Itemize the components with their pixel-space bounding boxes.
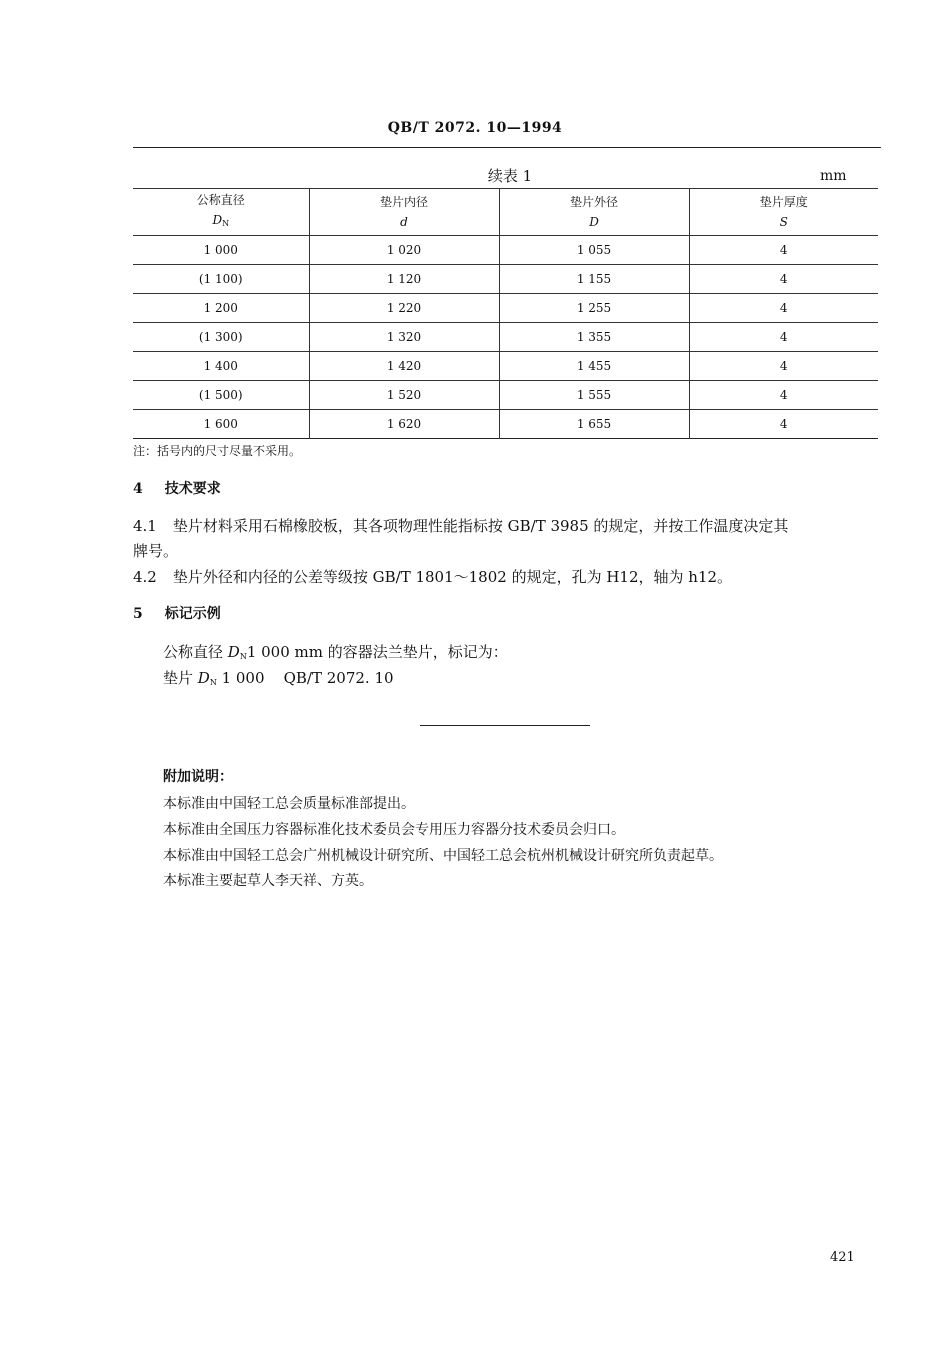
table-cell: 1 420 <box>309 352 499 381</box>
table-cell: 1 455 <box>499 352 689 381</box>
table-cell: 1 020 <box>309 236 499 265</box>
table-row <box>133 236 878 265</box>
end-rule <box>420 725 590 726</box>
marking-text: 1 000 QB/T 2072. 10 <box>216 669 394 687</box>
table-cell: 1 155 <box>499 265 689 294</box>
column-header <box>133 189 309 236</box>
table-cell: 1 520 <box>309 381 499 410</box>
table-row <box>133 323 878 352</box>
clause-text: 垫片材料采用石棉橡胶板，其各项物理性能指标按 GB/T 3985 的规定，并按工作温度决定其 <box>172 517 789 535</box>
additional-note-line: 本标准由中国轻工总会广州机械设计研究所、中国轻工总会杭州机械设计研究所负责起草。 <box>163 848 723 864</box>
table-row <box>133 381 878 410</box>
column-name: 公称直径 <box>196 193 245 207</box>
table-cell: 4 <box>689 265 878 294</box>
table-cell: 1 555 <box>499 381 689 410</box>
table-cell: 1 055 <box>499 236 689 265</box>
marking-text: 1 000 mm 的容器法兰垫片，标记为： <box>246 643 508 661</box>
table-unit: mm <box>820 168 847 184</box>
column-name: 垫片外径 <box>569 195 618 209</box>
table-cell: 1 655 <box>499 410 689 439</box>
marking-example-line-1 <box>163 641 508 662</box>
section-number: 4 <box>133 481 143 497</box>
clause-number: 4.2 <box>133 568 157 586</box>
additional-notes-title: 附加说明： <box>163 769 233 785</box>
table-cell: 4 <box>689 294 878 323</box>
table-cell: (1 500) <box>133 381 309 410</box>
header-rule <box>133 147 881 148</box>
table-cell: 1 620 <box>309 410 499 439</box>
additional-note-line: 本标准主要起草人李天祥、方英。 <box>163 873 373 889</box>
table-cell: 4 <box>689 323 878 352</box>
clause-number: 4.1 <box>133 517 157 535</box>
table-cell: (1 300) <box>133 323 309 352</box>
table-cell: 1 120 <box>309 265 499 294</box>
table-row <box>133 265 878 294</box>
gasket-dimension-table <box>133 188 878 439</box>
table-cell: (1 100) <box>133 265 309 294</box>
table-cell: 1 000 <box>133 236 309 265</box>
table-cell: 4 <box>689 381 878 410</box>
marking-symbol: D <box>197 669 210 687</box>
column-header <box>689 189 878 236</box>
column-header <box>309 189 499 236</box>
column-symbol: D <box>589 215 599 229</box>
column-symbol: S <box>779 215 788 229</box>
marking-subscript: N <box>239 652 247 661</box>
table-cell: 1 600 <box>133 410 309 439</box>
section-4-heading <box>133 478 221 498</box>
section-title: 技术要求 <box>164 481 221 497</box>
table-cell: 4 <box>689 352 878 381</box>
additional-note-line: 本标准由全国压力容器标准化技术委员会专用压力容器分技术委员会归口。 <box>163 822 625 838</box>
table-row <box>133 294 878 323</box>
table-cell: 1 355 <box>499 323 689 352</box>
marking-subscript: N <box>209 678 217 687</box>
table-cell: 4 <box>689 410 878 439</box>
clause-4-2 <box>133 566 732 587</box>
table-note: 注：括号内的尺寸尽量不采用。 <box>133 444 302 458</box>
section-5-heading <box>133 603 221 623</box>
table-row <box>133 352 878 381</box>
table-row <box>133 410 878 439</box>
column-name: 垫片厚度 <box>759 195 808 209</box>
table-cell: 1 220 <box>309 294 499 323</box>
standard-code-header: QB/T 2072. 10—1994 <box>387 120 563 136</box>
marking-example-line-2 <box>163 667 394 688</box>
marking-text: 公称直径 <box>163 643 228 661</box>
clause-text: 垫片外径和内径的公差等级按 GB/T 1801～1802 的规定，孔为 H12，轴为 h12。 <box>172 568 733 586</box>
table-cell: 1 200 <box>133 294 309 323</box>
table-cell: 1 255 <box>499 294 689 323</box>
table-caption: 续表 1 <box>487 167 533 185</box>
clause-4-1-continued: 牌号。 <box>133 542 179 560</box>
additional-note-line: 本标准由中国轻工总会质量标准部提出。 <box>163 796 415 812</box>
section-number: 5 <box>133 606 143 622</box>
marking-symbol: D <box>227 643 240 661</box>
marking-text: 垫片 <box>163 669 198 687</box>
page-number: 421 <box>830 1250 855 1265</box>
table-cell: 1 400 <box>133 352 309 381</box>
column-header <box>499 189 689 236</box>
column-symbol: D <box>212 213 223 227</box>
table-cell: 4 <box>689 236 878 265</box>
column-symbol: d <box>400 215 408 229</box>
section-title: 标记示例 <box>164 606 221 622</box>
table-header-row <box>133 189 878 236</box>
column-subscript: N <box>222 219 230 228</box>
table-cell: 1 320 <box>309 323 499 352</box>
column-name: 垫片内径 <box>379 195 428 209</box>
clause-4-1 <box>133 515 788 536</box>
